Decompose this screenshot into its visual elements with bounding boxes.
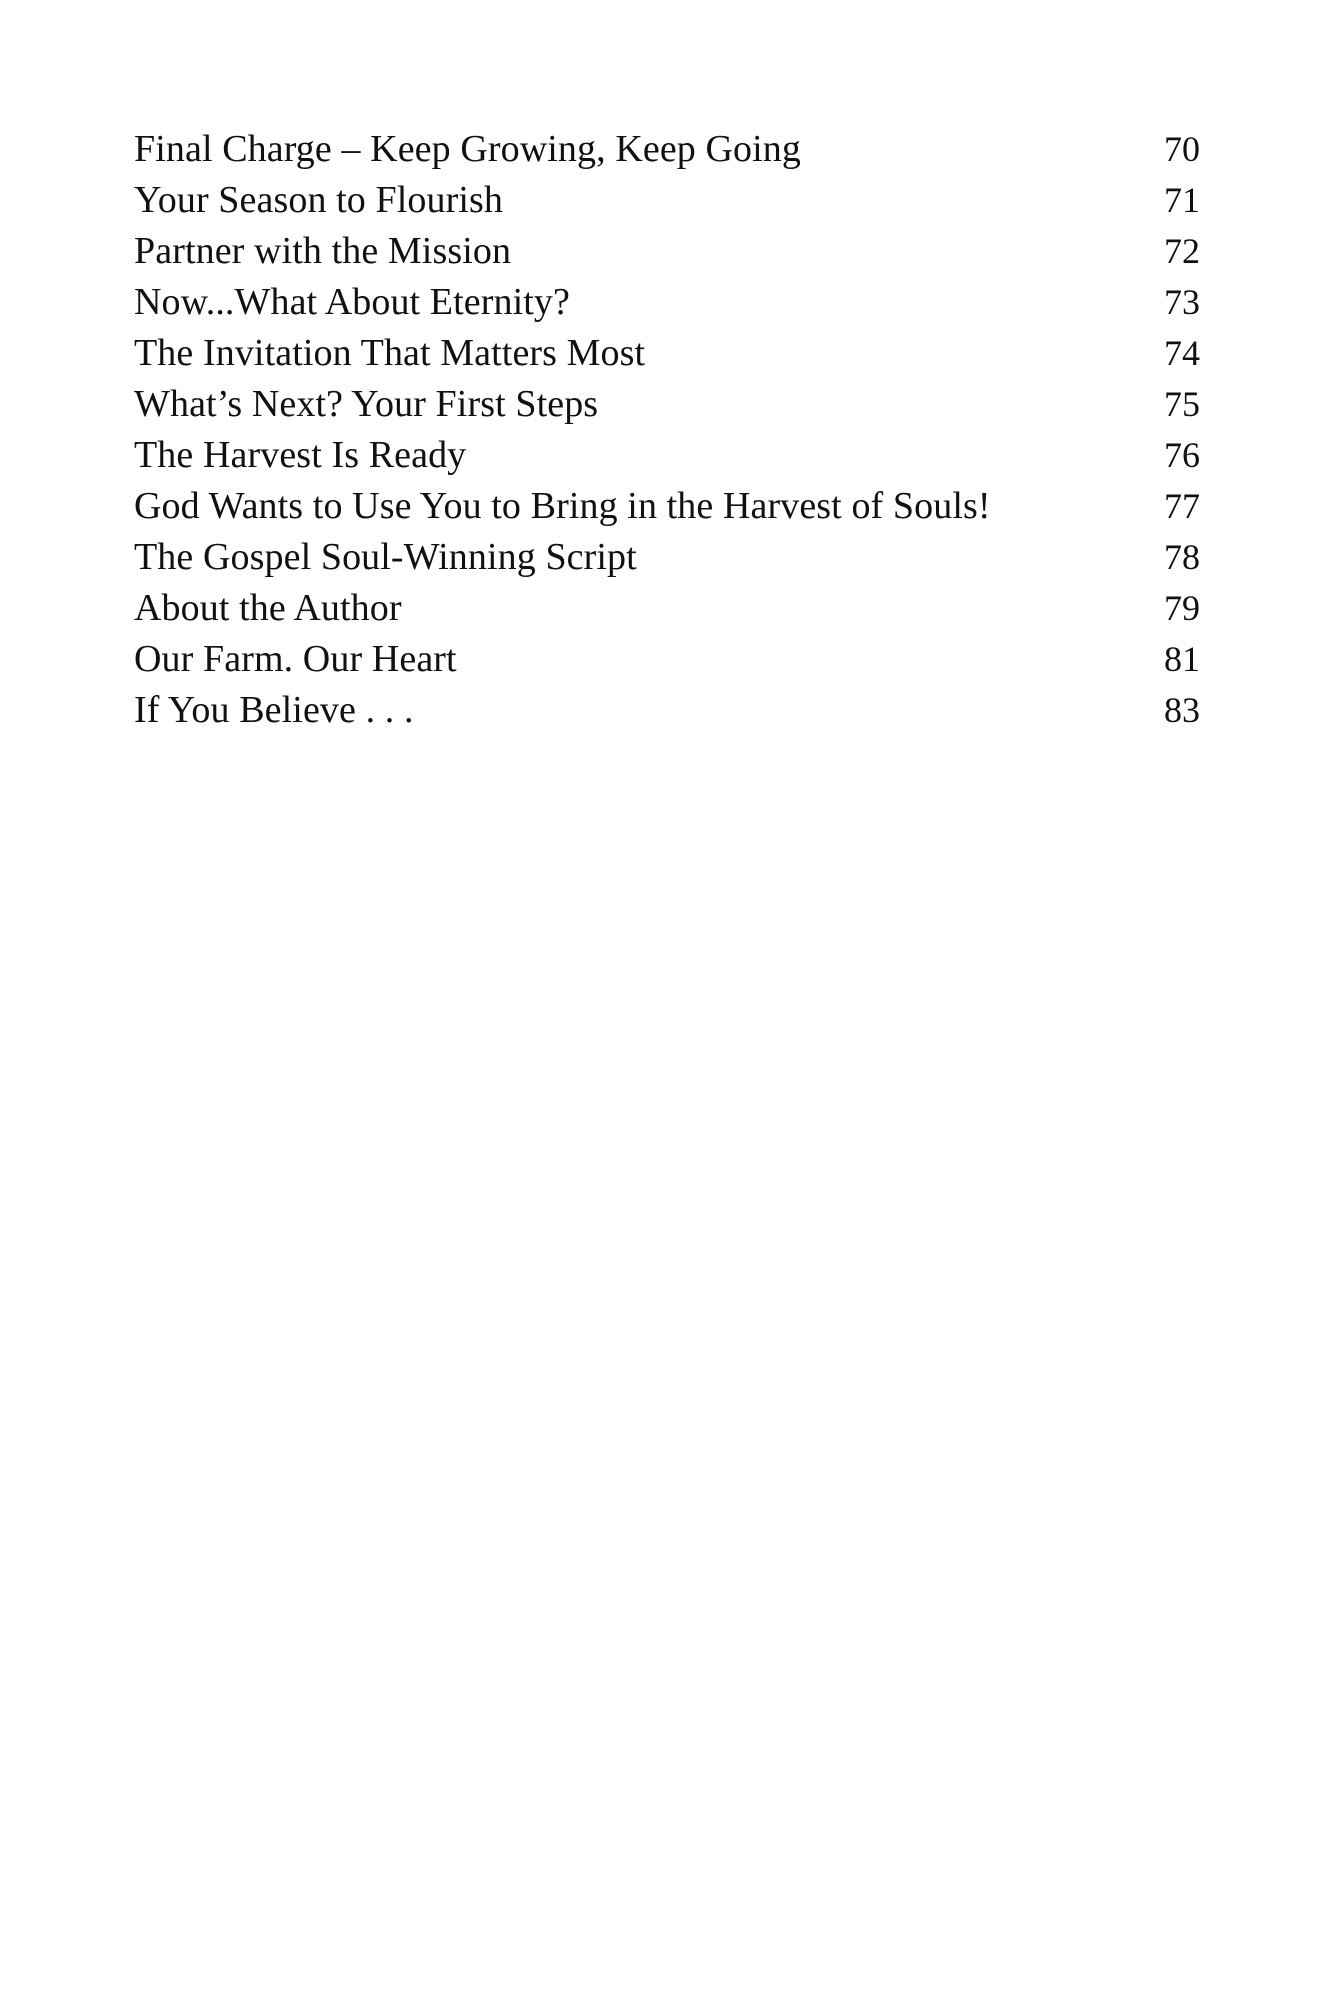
toc-entry-page-number: 79 [1164,588,1200,628]
toc-entry [134,430,1200,481]
toc-entry-page-number: 73 [1164,282,1200,322]
toc-entry-page-number: 77 [1164,486,1200,526]
toc-entry [134,328,1200,379]
toc-entry-title: About the Author [134,587,402,629]
toc-entry [134,175,1200,226]
toc-entry-page-number: 76 [1164,435,1200,475]
toc-entry-page-number: 71 [1164,180,1200,220]
toc-entry-page-number: 81 [1164,639,1200,679]
toc-entry [134,532,1200,583]
toc-entry-title: The Gospel Soul-Winning Script [134,536,637,578]
toc-entry [134,226,1200,277]
toc-entry-page-number: 75 [1164,384,1200,424]
toc-entry [134,583,1200,634]
toc-entry-title: If You Believe . . . [134,689,414,731]
toc-entry-title: The Invitation That Matters Most [134,332,646,374]
toc-entry-title: Your Season to Flourish [134,179,503,221]
toc-entry [134,124,1200,175]
toc-entry-page-number: 78 [1164,537,1200,577]
toc-entry-page-number: 83 [1164,690,1200,730]
toc-entry-page-number: 70 [1164,129,1200,169]
toc-entry-title: Now...What About Eternity? [134,281,570,323]
toc-entry [134,685,1200,736]
table-of-contents [134,124,1200,736]
toc-entry [134,481,1200,532]
toc-entry-title: The Harvest Is Ready [134,434,467,476]
toc-entry-page-number: 72 [1164,231,1200,271]
toc-entry-title: Partner with the Mission [134,230,512,272]
toc-entry-title: Our Farm. Our Heart [134,638,457,680]
toc-entry-page-number: 74 [1164,333,1200,373]
toc-entry-title: Final Charge – Keep Growing, Keep Going [134,128,802,170]
toc-entry [134,277,1200,328]
toc-entry-title: What’s Next? Your First Steps [134,383,599,425]
toc-entry-title: God Wants to Use You to Bring in the Harvest of Souls! [134,485,991,527]
toc-entry [134,379,1200,430]
toc-entry [134,634,1200,685]
